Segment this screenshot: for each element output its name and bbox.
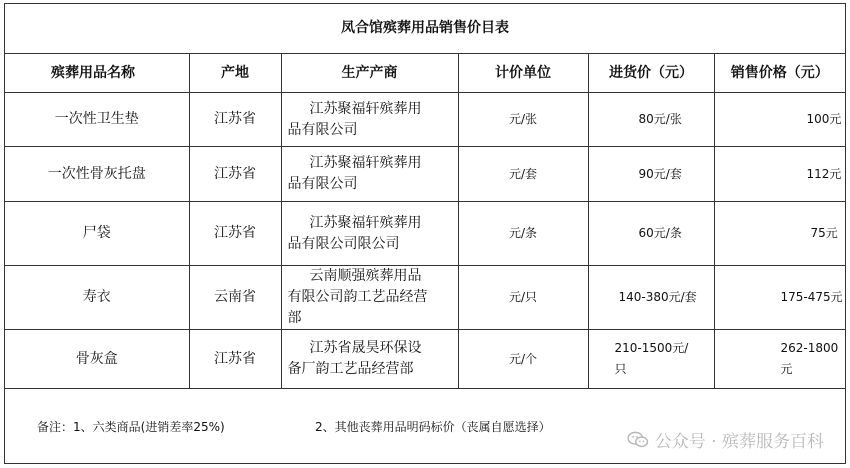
cell-price: 262-1800元 xyxy=(714,330,845,389)
cell-origin: 江苏省 xyxy=(189,93,281,147)
col-header-unit: 计价单位 xyxy=(458,54,588,93)
cell-origin: 江苏省 xyxy=(189,202,281,266)
cell-cost: 90元/套 xyxy=(588,147,714,202)
col-header-cost: 进货价（元） xyxy=(588,54,714,93)
cell-maker: 江苏聚福轩殡葬用 品有限公司限公司 xyxy=(281,202,458,266)
note-part-1: 备注：1、六类商品(进销差率25%) xyxy=(37,420,225,434)
col-header-name: 殡葬用品名称 xyxy=(5,54,189,93)
cell-price: 175-475元 xyxy=(714,266,845,330)
cell-maker: 江苏聚福轩殡葬用 品有限公司 xyxy=(281,93,458,147)
col-header-origin: 产地 xyxy=(189,54,281,93)
price-table xyxy=(5,4,845,466)
cell-price: 112元 xyxy=(714,147,845,202)
cell-unit: 元/套 xyxy=(458,147,588,202)
watermark xyxy=(627,427,824,452)
cell-unit: 元/个 xyxy=(458,330,588,389)
wechat-icon xyxy=(627,431,649,449)
table-row xyxy=(5,266,845,330)
cell-cost: 60元/条 xyxy=(588,202,714,266)
table-title: 凤合馆殡葬用品销售价目表 xyxy=(5,4,845,54)
col-header-price: 销售价格（元） xyxy=(714,54,845,93)
cell-name: 一次性骨灰托盘 xyxy=(5,147,189,202)
cell-price: 100元 xyxy=(714,93,845,147)
table-row xyxy=(5,330,845,389)
cell-maker: 江苏省晟昊环保设 备厂韵工艺品经营部 xyxy=(281,330,458,389)
header-row xyxy=(5,54,845,93)
watermark-text: 公众号 · 殡葬服务百科 xyxy=(654,432,824,452)
cell-origin: 云南省 xyxy=(189,266,281,330)
table-row xyxy=(5,147,845,202)
cell-unit: 元/张 xyxy=(458,93,588,147)
cell-name: 骨灰盒 xyxy=(5,330,189,389)
table-row xyxy=(5,202,845,266)
cell-maker: 云南顺强殡葬用品 有限公司韵工艺品经营 部 xyxy=(281,266,458,330)
col-header-maker: 生产产商 xyxy=(281,54,458,93)
cell-cost: 210-1500元/ 只 xyxy=(588,330,714,389)
cell-unit: 元/条 xyxy=(458,202,588,266)
cell-price: 75元 xyxy=(714,202,845,266)
cell-maker: 江苏聚福轩殡葬用 品有限公司 xyxy=(281,147,458,202)
cell-name: 寿衣 xyxy=(5,266,189,330)
cell-cost: 80元/张 xyxy=(588,93,714,147)
price-table-frame xyxy=(4,3,846,464)
cell-origin: 江苏省 xyxy=(189,147,281,202)
cell-name: 一次性卫生垫 xyxy=(5,93,189,147)
cell-origin: 江苏省 xyxy=(189,330,281,389)
note-part-2: 2、其他丧葬用品明码标价（丧属自愿选择） xyxy=(315,420,551,434)
table-row xyxy=(5,93,845,147)
cell-unit: 元/只 xyxy=(458,266,588,330)
cell-cost: 140-380元/套 xyxy=(588,266,714,330)
cell-name: 尸袋 xyxy=(5,202,189,266)
